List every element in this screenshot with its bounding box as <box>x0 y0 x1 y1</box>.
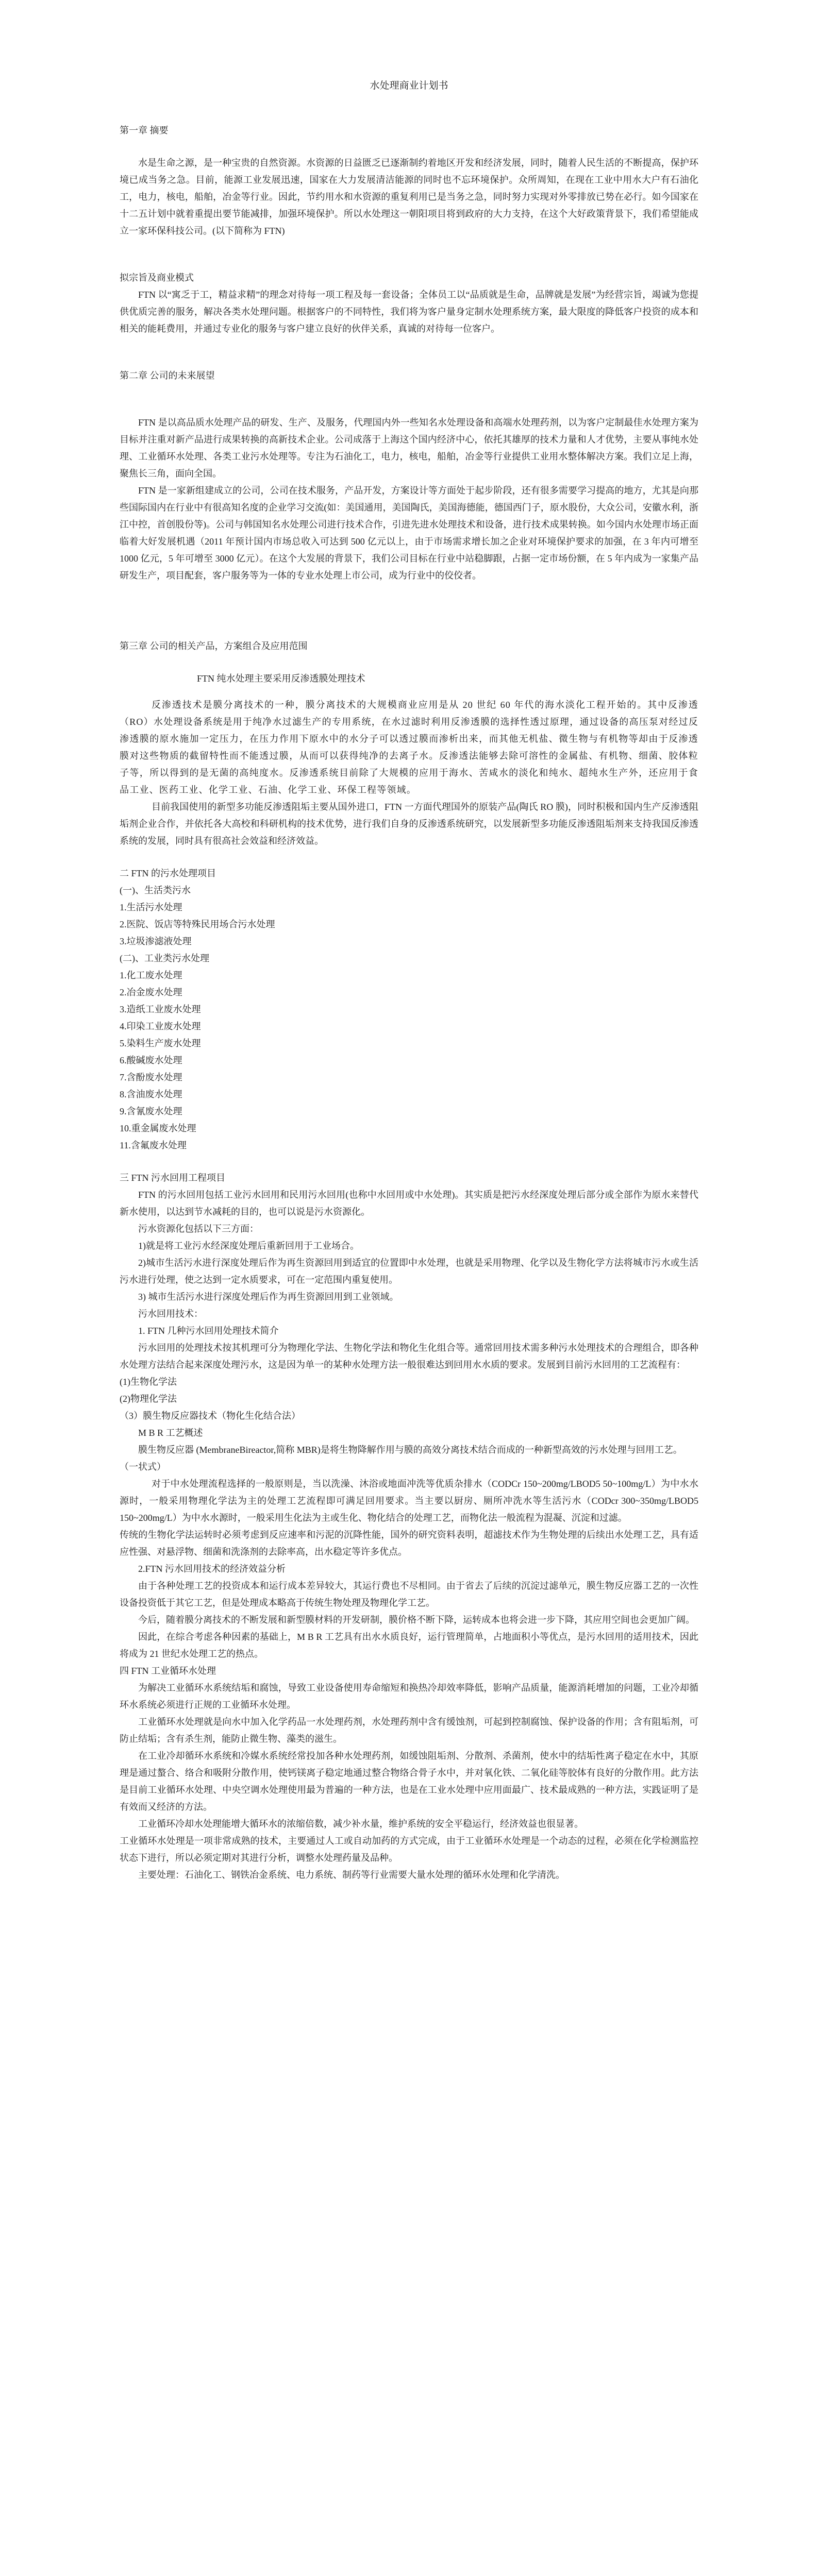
cooling-paragraph-1: 为解决工业循环水系统结垢和腐蚀，导致工业设备使用寿命缩短和换热冷却效率降低，影响产品质量，能源消耗增加的问题，工业冷却循环水系统必须进行正规的工业循环水处理。 <box>120 1683 698 1710</box>
list-item: 11.含氟废水处理 <box>120 1140 187 1150</box>
reuse-aspect-item: 2)城市生活污水进行深度处理后作为再生资源回用到适宜的位置即中水处理，也就是采用物理、化学以及生物化学方法将城市污水或生活污水进行处理，使之达到一定水质要求，可在一定范围内重复使用。 <box>120 1258 698 1285</box>
cooling-paragraph-2: 工业循环水处理就是向水中加入化学药品一水处理药剂，水处理药剂中含有缓蚀剂，可起到控制腐蚀、保护设备的作用；含有阻垢剂，可防止结垢；含有杀生剂，能防止微生物、藻类的滋生。 <box>120 1717 698 1744</box>
method-item: (1)生物化学法 <box>120 1377 177 1387</box>
cooling-paragraph-3: 在工业冷却循环水系统和冷媒水系统经常投加各种水处理药剂，如缓蚀阻垢剂、分散剂、杀菌剂，使水中的结垢性离子稳定在水中，其原理是通过螯合、络合和吸附分散作用，使钙镁离子稳定地通过整合物络合骨子水中，并对氧化铁、二氧化硅等胶体有良好的分散作用。此方法是目前工业循环水处理、中央空调水处理使用最为普遍的一种方法，也是在工业水处理中应用面最广、技术最成熟的一种方法，实践证明了是有效而又经济的方法。 <box>120 1751 698 1812</box>
chapter1-heading: 第一章 摘要 <box>120 125 169 135</box>
reuse-paragraph: FTN 的污水回用包括工业污水回用和民用污水回用(也称中水回用或中水处理)。其实质是把污水经深度处理后部分或全部作为原水来替代新水使用，以达到节水减耗的目的，也可以说是污水资源化。 <box>120 1190 698 1217</box>
chapter2-paragraph-1: FTN 是以高品质水处理产品的研发、生产、及服务，代理国内外一些知名水处理设备和高端水处理药剂，以为客户定制最佳水处理方案为目标并注重对新产品进行成果转换的高新技术企业。公司成落于上海这个国内经济中心，依托其雄厚的技术力量和人才优势，主要从事纯水处理、工业循环水处理、各类工业污水处理等。专注为石油化工，电力，核电，船舶，冶金等行业提供工业用水整体解决方案。我们立足上海，聚焦长三角，面向全国。 <box>120 417 698 479</box>
list-item: 7.含酚废水处理 <box>120 1072 182 1082</box>
list-item: 9.含氰废水处理 <box>120 1106 182 1116</box>
list-item: 3.造纸工业废水处理 <box>120 1004 201 1014</box>
list-item: 6.酸碱废水处理 <box>120 1055 182 1065</box>
reuse-tech-subheading: 1. FTN 几种污水回用处理技术简介 <box>138 1326 279 1336</box>
economics-heading: 2.FTN 污水回用技术的经济效益分析 <box>138 1564 286 1574</box>
reuse-tech-heading: 污水回用技术： <box>138 1309 203 1319</box>
reuse-aspect-item: 1)就是将工业污水经深度处理后重新回用于工业场合。 <box>138 1241 359 1251</box>
method-item: (2)物理化学法 <box>120 1394 177 1404</box>
mission-paragraph: FTN 以“寓乏于工，精益求精”的理念对待每一项工程及每一套设备；全体员工以“品质就是生命，品牌就是发展”为经营宗旨，竭诚为您提供优质完善的服务，解决各类水处理问题。根据客户的不同特性，我们将为客户量身定制水处理系统方案，最大限度的降低客户投资的成本和相关的能耗费用，并通过专业化的服务与客户建立良好的伙伴关系，真诚的对待每一位客户。 <box>120 290 698 334</box>
mbr-paragraph-2: 对于中水处理流程选择的一般原则是，当以洗澡、沐浴或地面冲洗等优质杂排水（CODCr 150~200mg/LBOD5 50~100mg/L）为中水水源时，一般采用物理化学法为主的处理工艺流程即可满足回用要求。当主要以厨房、厕所冲洗水等生活污水（CODcr 300~350mg/LBOD5 150~200mg/L）为中水水源时，一般采用生化法为主或生化、物化结合的处理工艺，而物化法一般流程为混凝、沉淀和过滤。 <box>120 1479 698 1523</box>
list-item: 3.垃圾渗滤液处理 <box>120 936 192 946</box>
industrial-group-heading: (二)、工业类污水处理 <box>120 953 209 963</box>
mbr-heading: M B R 工艺概述 <box>138 1428 203 1438</box>
document-title: 水处理商业计划书 <box>370 80 448 91</box>
reuse-aspects-intro: 污水资源化包括以下三方面： <box>138 1224 259 1234</box>
reuse-section-heading: 三 FTN 污水回用工程项目 <box>120 1173 226 1183</box>
list-item: 2.冶金废水处理 <box>120 987 182 997</box>
list-item: 2.医院、饭店等特殊民用场合污水处理 <box>120 919 275 929</box>
list-item: 10.重金属废水处理 <box>120 1123 196 1133</box>
chapter1-paragraph: 水是生命之源，是一种宝贵的自然资源。水资源的日益匮乏已逐渐制约着地区开发和经济发展，同时，随着人民生活的不断提高，保护环境已成当务之急。目前，能源工业发展迅速，国家在大力发展清洁能源的同时也不忘环境保护。众所周知，在现在工业中用水大户有石油化工，电力，核电，船舶，冶金等行业。因此，节约用水和水资源的重复利用已是当务之急，同时努力实现对外零排放已势在必行。如今国家在十二五计划中就着重提出要节能减排，加强环境保护。所以水处理这一朝阳项目将到政府的大力支持，在这个大好政策背景下，我们希望能成立一家环保科技公司。(以下简称为 FTN) <box>120 158 698 236</box>
mbr-paragraph-1: 膜生物反应器 (MembraneBireactor,简称 MBR)是将生物降解作用与膜的高效分离技术结合而成的一种新型高效的污水处理与回用工艺。 <box>138 1445 682 1455</box>
mbr-paragraph-3: 传统的生物化学法运转时必须考虑到反应速率和污泥的沉降性能，国外的研究资料表明，超滤技术作为生物处理的后续出水处理工艺，具有适应性强、对悬浮物、细菌和洗涤剂的去除率高，出水稳定等许多优点。 <box>120 1530 698 1557</box>
chapter3-heading: 第三章 公司的相关产品，方案组合及应用范围 <box>120 641 308 651</box>
reuse-tech-paragraph: 污水回用的处理技术按其机理可分为物理化学法、生物化学法和物化生化组合等。通常回用技术需多种污水处理技术的合理组合，即各种水处理方法结合起来深度处理污水，这是因为单一的某种水处理方法一般很难达到回用水水质的要求。发展到目前污水回用的工艺流程有： <box>120 1343 698 1370</box>
economics-paragraph-2: 今后，随着膜分离技术的不断发展和新型膜材料的开发研制，膜价格不断下降，运转成本也将会进一步下降，其应用空间也会更加广阔。 <box>138 1615 695 1625</box>
economics-paragraph-1: 由于各种处理工艺的投资成本和运行成本差异较大，其运行费也不尽相同。由于省去了后续的沉淀过滤单元，膜生物反应器工艺的一次性设备投资低于其它工艺，但是处理成本略高于传统生物处理及物理化学工艺。 <box>120 1581 698 1608</box>
list-item: 1.化工废水处理 <box>120 970 182 980</box>
cooling-paragraph-5: 工业循环水处理是一项非常成熟的技术，主要通过人工或自动加药的方式完成，由于工业循环水处理是一个动态的过程，必须在化学检测监控状态下进行，所以必须定期对其进行分析，调整水处理药量及品种。 <box>120 1836 698 1863</box>
economics-paragraph-3: 因此，在综合考虑各种因素的基础上，M B R 工艺具有出水水质良好，运行管理简单，占地面积小等优点，是污水回用的适用技术，因此将成为 21 世纪水处理工艺的热点。 <box>120 1632 698 1659</box>
mbr-label: （一状式） <box>120 1462 166 1472</box>
mission-heading: 拟宗旨及商业模式 <box>120 273 194 283</box>
reuse-aspect-item: 3) 城市生活污水进行深度处理后作为再生资源回用到工业领域。 <box>138 1292 399 1302</box>
cooling-paragraph-4: 工业循环冷却水处理能增大循环水的浓缩倍数，减少补水量，维护系统的安全平稳运行，经济效益也很显著。 <box>138 1819 583 1829</box>
list-item: 5.染料生产废水处理 <box>120 1038 201 1048</box>
wastewater-list-heading: 二 FTN 的污水处理项目 <box>120 868 216 878</box>
method-item: （3）膜生物反应器技术（物化生化结合法） <box>120 1411 301 1421</box>
list-item: 4.印染工业废水处理 <box>120 1021 201 1031</box>
ro-paragraph-1: 反渗透技术是膜分离技术的一种，膜分离技术的大规模商业应用是从 20 世纪 60 年代的海水淡化工程开始的。其中反渗透（RO）水处理设备系统是用于纯净水过滤生产的专用系统，在水过滤时利用反渗透膜的选择性透过原理，通过设备的高压泵对经过反渗透膜的原水施加一定压力，在压力作用下原水中的水分子可以透过膜而渗析出来，而其他无机盐、微生物与有机物等却由于反渗透膜对这些物质的截留特性而不能透过膜，从而可以获得纯净的去离子水。反渗透法能够去除可溶性的金属盐、有机物、细菌、胶体粒子等，所以得到的是无菌的高纯度水。反渗透系统目前除了大规模的应用于海水、苦咸水的淡化和纯水、超纯水生产外，还应用于食品工业、医药工业、化学工业、石油、化学工业、环保工程等领域。 <box>120 700 698 795</box>
chapter2-heading: 第二章 公司的未来展望 <box>120 370 215 381</box>
chapter2-paragraph-2: FTN 是一家新组建成立的公司，公司在技术服务，产品开发，方案设计等方面处于起步阶段，还有很多需要学习提高的地方，尤其是向那些国际国内在行业中有很高知名度的企业学习交流(如：美国通用，美国陶氏，美国海德能，德国西门子，原水股份，大众公司，安徽水利，浙江中控，首创股份等)。公司与韩国知名水处理公司进行技术合作，引进先进水处理技术和设备，进行技术成果转换。如今国内水处理市场正面临着大好发展机遇（2011 年预计国内市场总收入可达到 500 亿元以上，由于市场需求增长加之企业对环境保护要求的加强，在 3 年内可增至 1000 亿元，5 年可增至 3000 亿元）。在这个大发展的背景下，我们公司目标在行业中站稳脚跟，占据一定市场份额，在 5 年内成为一家集产品研发生产，项目配套，客户服务等为一体的专业水处理上市公司，成为行业中的佼佼者。 <box>120 485 698 581</box>
list-item: 8.含油废水处理 <box>120 1089 182 1099</box>
ro-subheading: FTN 纯水处理主要采用反渗透膜处理技术 <box>197 673 365 684</box>
domestic-group-heading: (一)、生活类污水 <box>120 885 191 895</box>
cooling-paragraph-6: 主要处理：石油化工、钢铁冶金系统、电力系统、制药等行业需要大量水处理的循环水处理和化学清洗。 <box>138 1870 565 1880</box>
cooling-section-heading: 四 FTN 工业循环水处理 <box>120 1666 216 1676</box>
ro-paragraph-2: 目前我国使用的新型多功能反渗透阻垢主要从国外进口，FTN 一方面代理国外的原装产品(陶氏 RO 膜)，同时积极和国内生产反渗透阻垢剂企业合作，并依托各大高校和科研机构的技术优势，进行我们自身的反渗透系统研究，以发展新型多功能反渗透阻垢剂来支持我国反渗透系统的发展，同时具有很高社会效益和经济效益。 <box>120 802 698 846</box>
list-item: 1.生活污水处理 <box>120 902 182 912</box>
